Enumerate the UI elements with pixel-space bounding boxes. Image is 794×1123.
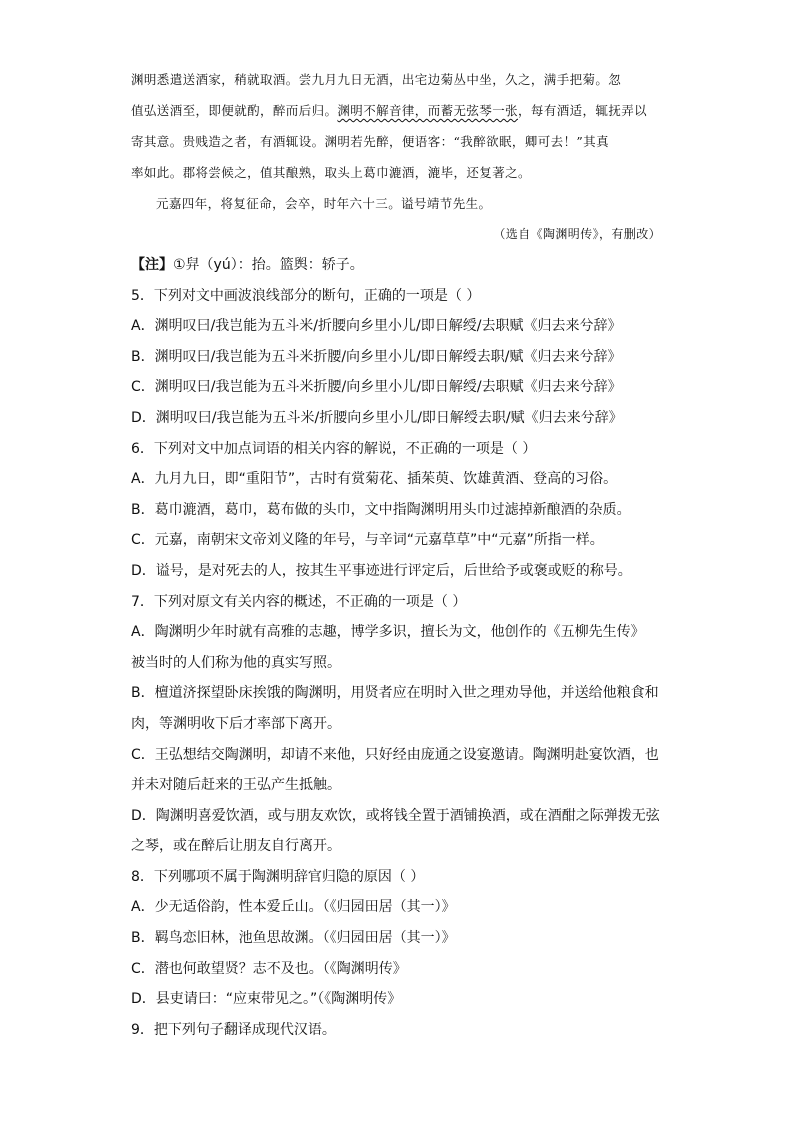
passage-line [131,95,661,126]
passage-source: （选自《陶渊明传》，有删改） [493,227,661,241]
question-8-stem: 8．下列哪项不属于陶渊明辞官归隐的原因（ ） [131,868,425,885]
question-8-option-d: D．县吏请曰：“应束带见之。”（《陶渊明传》 [131,991,402,1008]
passage-line: 率如此。郡将尝候之，值其酿熟，取头上葛巾漉酒，漉毕，还复著之。 [131,165,531,180]
question-5-stem: 5．下列对文中画波浪线部分的断句，正确的一项是（ ） [131,287,481,304]
question-5-option-b: B．渊明叹曰/我岂能为五斗米折腰/向乡里小儿/即日解绶去职/赋《归去来兮辞》 [131,348,622,365]
question-7-option-c: C．王弘想结交陶渊明，却请不来他，只好经由庞通之设宴邀请。陶渊明赴宴饮酒，也 [131,746,659,763]
passage-line: 渊明悉遣送酒家，稍就取酒。尝九月九日无酒，出宅边菊丛中坐，久之，满手把菊。忽 [131,72,622,87]
passage-text: 值弘送酒至，即便就酌，醉而后归。 [131,103,338,118]
question-7-option-a: A．陶渊明少年时就有高雅的志趣，博学多识，擅长为文，他创作的《五柳先生传》 [131,624,645,641]
question-8-option-c: C．潜也何敢望贤？志不及也。（《陶渊明传》 [131,960,407,977]
note-text: ①舁（yú）：抬。篮舆：轿子。 [173,257,364,273]
question-7-stem: 7．下列对原文有关内容的概述，不正确的一项是（ ） [131,593,467,610]
question-5-option-a: A．渊明叹曰/我岂能为五斗米/折腰向乡里小儿/即日解绶/去职赋《归去来兮辞》 [131,318,622,335]
question-7-option-c-cont: 并未对随后赶来的王弘产生抵触。 [131,777,341,794]
question-7-option-d-cont: 之琴，或在醉后让朋友自行离开。 [131,838,341,855]
questions-section [131,250,671,1045]
question-6-stem: 6．下列对文中加点词语的相关内容的解说，不正确的一项是（ ） [131,440,537,457]
question-9-stem: 9．把下列句子翻译成现代汉语。 [131,1021,336,1038]
question-8-option-a: A．少无适俗韵，性本爱丘山。（《归园田居（其一）》 [131,899,456,916]
question-6-option-c: C．元嘉，南朝宋文帝刘义隆的年号，与辛词“元嘉草草”中“元嘉”所指一样。 [131,532,604,549]
wavy-underlined-sentence: 渊明不解音律，而蓄无弦琴一张 [337,103,519,118]
question-8-option-b: B．羁鸟恋旧林，池鱼思故渊。（《归园田居（其一）》 [131,930,456,947]
passage-excerpt [131,64,661,250]
passage-line: 元嘉四年，将复征命，会卒，时年六十三。谥号靖节先生。 [156,196,492,211]
question-5-option-c: C．渊明叹曰/我岂能为五斗米折腰/向乡里小儿/即日解绶/去职赋《归去来兮辞》 [131,379,622,396]
note-label: 【注】 [131,257,173,273]
question-6-option-d: D．谥号，是对死去的人，按其生平事迹进行评定后，后世给予或褒或贬的称号。 [131,562,632,579]
question-5-option-d: D．渊明叹曰/我岂能为五斗米/折腰向乡里小儿/即日解绶去职/赋《归去来兮辞》 [131,409,623,426]
question-6-option-a: A．九月九日，即“重阳节”，古时有赏菊花、插茱萸、饮雄黄酒、登高的习俗。 [131,471,618,488]
question-7-option-b: B．檀道济探望卧床挨饿的陶渊明，用贤者应在明时入世之理劝导他，并送给他粮食和 [131,685,659,702]
passage-line: 寄其意。贵贱造之者，有酒辄设。渊明若先醉，便语客：“我醉欲眠，卿可去！”其真 [131,134,609,149]
question-7-option-d: D．陶渊明喜爱饮酒，或与朋友欢饮，或将钱全置于酒铺换酒，或在酒酣之际弹拨无弦 [131,807,660,824]
question-7-option-b-cont: 肉，等渊明收下后才率部下离开。 [131,715,341,732]
question-7-option-a-cont: 被当时的人们称为他的真实写照。 [131,654,341,671]
passage-text: ，每有酒适，辄抚弄以 [518,103,648,118]
question-6-option-b: B．葛巾漉酒，葛巾，葛布做的头巾，文中指陶渊明用头巾过滤掉新酿酒的杂质。 [131,501,631,518]
annotation-note [131,250,671,281]
